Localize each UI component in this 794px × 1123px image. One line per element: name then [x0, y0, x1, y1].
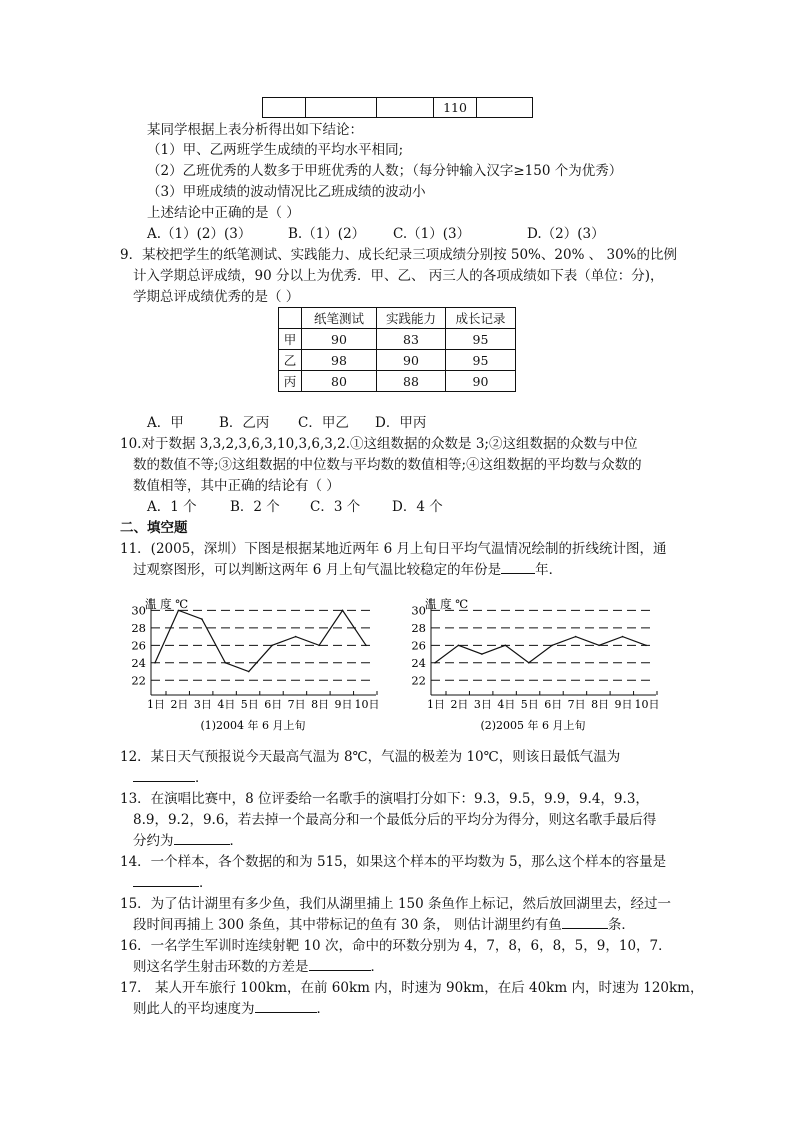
table-cell: 98 — [302, 350, 377, 371]
data-point — [342, 610, 344, 612]
chart-2005 — [398, 592, 668, 742]
q10-option-d: D．4 个 — [392, 499, 443, 515]
q8-conclusion-1: （1）甲、乙两班学生成绩的平均水平相同; — [147, 142, 404, 158]
q17-suffix: ． — [316, 1001, 330, 1017]
q9-option-b: B．乙丙 — [219, 415, 270, 431]
q10-option-c: C．3 个 — [310, 499, 361, 515]
x-tick-label: 1日 — [427, 698, 445, 711]
data-point — [154, 662, 156, 664]
data-point — [505, 645, 507, 647]
q17-line-2 — [133, 1000, 330, 1018]
data-point — [458, 645, 460, 647]
table-cell — [477, 98, 533, 118]
table-cell — [306, 98, 377, 118]
section-heading: 二、填空题 — [120, 520, 188, 536]
q14-line-1: 14．一个样本，各个数据的和为 515，如果这个样本的平均数为 5，那么这个样本的容量是 — [120, 854, 667, 870]
table-cell: 110 — [434, 98, 477, 118]
q8-intro: 某同学根据上表分析得出如下结论： — [147, 122, 363, 138]
q13-line-2: 8.9，9.2，9.6，若去掉一个最高分和一个最低分后的平均分为得分，则这名歌手最后得 — [133, 812, 657, 828]
x-tick-label: 3日 — [473, 698, 492, 711]
table-header: 成长记录 — [446, 308, 516, 329]
x-tick-label: 6日 — [544, 698, 563, 711]
q11-line-2 — [133, 561, 562, 579]
table-cell: 90 — [446, 371, 516, 392]
table-cell: 甲 — [279, 329, 302, 350]
y-tick-label: 28 — [131, 620, 146, 635]
q13-line-3 — [133, 832, 243, 850]
chart-2005-series-line — [435, 637, 646, 663]
table-cell: 90 — [302, 329, 377, 350]
q9-line-2: 计入学期总评成绩，90 分以上为优秀．甲、乙、 丙三人的各项成绩如下表（单位：分)， — [133, 268, 664, 284]
q12-line-1: 12．某日天气预报说今天最高气温为 8℃，气温的极差为 10℃，则该日最低气温为 — [120, 749, 621, 765]
data-point — [645, 645, 647, 647]
chart-2005-grid — [431, 610, 654, 680]
q8-option-a: A.（1）(2）(3） — [147, 226, 252, 242]
table-cell: 95 — [446, 350, 516, 371]
q9-score-table — [278, 307, 516, 392]
y-tick-label: 22 — [131, 673, 146, 688]
x-tick-label: 6日 — [264, 698, 283, 711]
q9-line-1: 9．某校把学生的纸笔测试、实践能力、成长纪录三项成绩分别按 50%、20% 、 30%的比例 — [120, 247, 677, 263]
q15-text: 段时间再捕上 300 条鱼，其中带标记的鱼有 30 条， 则估计湖里约有鱼 — [133, 917, 562, 933]
q16-text: 则这名学生射击环数的方差是 — [133, 959, 309, 975]
chart-2004 — [118, 592, 388, 742]
y-tick-label: 26 — [411, 638, 426, 653]
q11-line-1: 11．(2005，深圳）下图是根据某地近两年 6 月上旬日平均气温情况绘制的折线统计图，通 — [120, 541, 667, 557]
q11-suffix: 年． — [535, 562, 563, 578]
x-tick-label: 1日 — [147, 698, 165, 711]
y-tick-label: 22 — [411, 673, 426, 688]
q15-suffix: 条． — [607, 917, 635, 933]
q13-suffix: ． — [229, 833, 243, 849]
chart-2004-title: (1)2004 年 6 月上旬 — [200, 719, 306, 732]
answer-blank — [133, 769, 195, 782]
q10-line-2: 数的数值不等;③这组数据的中位数与平均数的数值相等;④这组数据的平均数与众数的 — [133, 457, 642, 473]
table-row — [263, 98, 533, 118]
data-point — [271, 645, 273, 647]
table-header — [279, 308, 302, 329]
data-point — [528, 662, 530, 664]
y-tick-label: 28 — [411, 620, 426, 635]
table-cell: 丙 — [279, 371, 302, 392]
q15-line-2 — [133, 916, 635, 934]
q8-ask: 上述结论中正确的是（ ） — [147, 205, 300, 221]
table-cell — [263, 98, 306, 118]
data-point — [295, 636, 297, 638]
q8-conclusion-3: （3）甲班成绩的波动情况比乙班成绩的波动小 — [147, 184, 426, 200]
y-tick-label: 30 — [411, 603, 426, 618]
table-cell: 80 — [302, 371, 377, 392]
y-tick-label: 30 — [131, 603, 146, 618]
x-tick-label: 8日 — [311, 698, 330, 711]
table-row — [279, 329, 516, 350]
data-point — [575, 636, 577, 638]
data-point — [365, 645, 367, 647]
q15-line-1: 15．为了估计湖里有多少鱼，我们从湖里捕上 150 条鱼作上标记，然后放回湖里去，经过一 — [120, 896, 672, 912]
x-tick-label: 2日 — [450, 698, 469, 711]
data-point — [248, 671, 250, 673]
q16-suffix: ． — [370, 959, 384, 975]
data-point — [318, 645, 320, 647]
q12-line-2 — [133, 769, 209, 787]
answer-blank — [562, 916, 608, 929]
q10-line-3: 数值相等，其中正确的结论有（ ） — [133, 478, 340, 494]
table-row — [279, 350, 516, 371]
x-tick-label: 10日 — [634, 698, 660, 711]
q13-line-1: 13．在演唱比赛中，8 位评委给一名歌手的演唱打分如下：9.3，9.5，9.9，9.4，9.3， — [120, 791, 649, 807]
table-header: 纸笔测试 — [302, 308, 377, 329]
x-tick-label: 7日 — [567, 698, 586, 711]
x-tick-label: 10日 — [354, 698, 380, 711]
q17-text: 则此人的平均速度为 — [133, 1001, 255, 1017]
answer-blank — [309, 958, 371, 971]
q14-suffix: ． — [199, 875, 213, 891]
q9-line-3: 学期总评成绩优秀的是（ ） — [133, 289, 300, 305]
chart-2005-title: (2)2005 年 6 月上旬 — [480, 719, 586, 732]
data-point — [201, 618, 203, 620]
x-tick-label: 3日 — [193, 698, 212, 711]
data-point — [622, 636, 624, 638]
q13-text: 分约为 — [133, 833, 174, 849]
table-row — [279, 371, 516, 392]
answer-blank — [133, 874, 199, 887]
y-tick-label: 24 — [411, 655, 426, 670]
y-tick-label: 24 — [131, 655, 146, 670]
q8-option-d: D.（2）(3） — [527, 226, 605, 242]
x-tick-label: 2日 — [170, 698, 189, 711]
x-tick-label: 5日 — [240, 698, 259, 711]
table-header: 实践能力 — [377, 308, 446, 329]
q10-line-1: 10.对于数据 3,3,2,3,6,3,10,3,6,3,2.①这组数据的众数是 3;②这组数据的众数与中位 — [120, 436, 638, 452]
q12-suffix: ． — [195, 770, 209, 786]
q16-line-2 — [133, 958, 384, 976]
x-tick-label: 4日 — [497, 698, 516, 711]
q10-option-b: B．2 个 — [230, 499, 280, 515]
table-cell — [377, 98, 434, 118]
q9-option-d: D．甲丙 — [375, 415, 427, 431]
data-point — [434, 662, 436, 664]
table-header-row — [279, 308, 516, 329]
table-cell: 乙 — [279, 350, 302, 371]
data-point — [598, 645, 600, 647]
q17-line-1: 17． 某人开车旅行 100km，在前 60km 内，时速为 90km，在后 40km 内，时速为 120km， — [120, 980, 704, 996]
x-tick-label: 4日 — [217, 698, 236, 711]
q16-line-1: 16．一名学生军训时连续射靶 10 次，命中的环数分别为 4，7，8，6，8，5，9，10，7． — [120, 938, 672, 954]
data-point — [551, 645, 553, 647]
x-tick-label: 8日 — [591, 698, 610, 711]
q11-text: 过观察图形，可以判断这两年 6 月上旬气温比较稳定的年份是 — [133, 562, 502, 578]
answer-blank — [501, 561, 535, 574]
q14-line-2 — [133, 874, 213, 892]
table-cell: 83 — [377, 329, 446, 350]
q9-option-a: A．甲 — [147, 415, 184, 431]
data-point — [225, 662, 227, 664]
table-cell: 90 — [377, 350, 446, 371]
q9-option-c: C．甲乙 — [298, 415, 349, 431]
y-tick-label: 26 — [131, 638, 146, 653]
table-cell: 95 — [446, 329, 516, 350]
q10-option-a: A．1 个 — [147, 499, 197, 515]
x-tick-label: 9日 — [334, 698, 353, 711]
answer-blank — [174, 832, 230, 845]
data-point — [481, 653, 483, 655]
q8-option-b: B.（1）(2） — [288, 226, 366, 242]
table-cell: 88 — [377, 371, 446, 392]
answer-blank — [255, 1000, 317, 1013]
x-tick-label: 5日 — [520, 698, 539, 711]
q8-conclusion-2: （2）乙班优秀的人数多于甲班优秀的人数；（每分钟输入汉字≥150 个为优秀） — [147, 163, 623, 179]
x-tick-label: 9日 — [614, 698, 633, 711]
chart-2004-grid — [151, 610, 374, 680]
chart-2005-ylabel: 温 度 ℃ — [425, 597, 469, 611]
top-table — [262, 97, 533, 118]
chart-2004-ylabel: 温 度 ℃ — [145, 597, 189, 611]
q8-option-c: C.（1）(3） — [393, 226, 471, 242]
x-tick-label: 7日 — [287, 698, 306, 711]
